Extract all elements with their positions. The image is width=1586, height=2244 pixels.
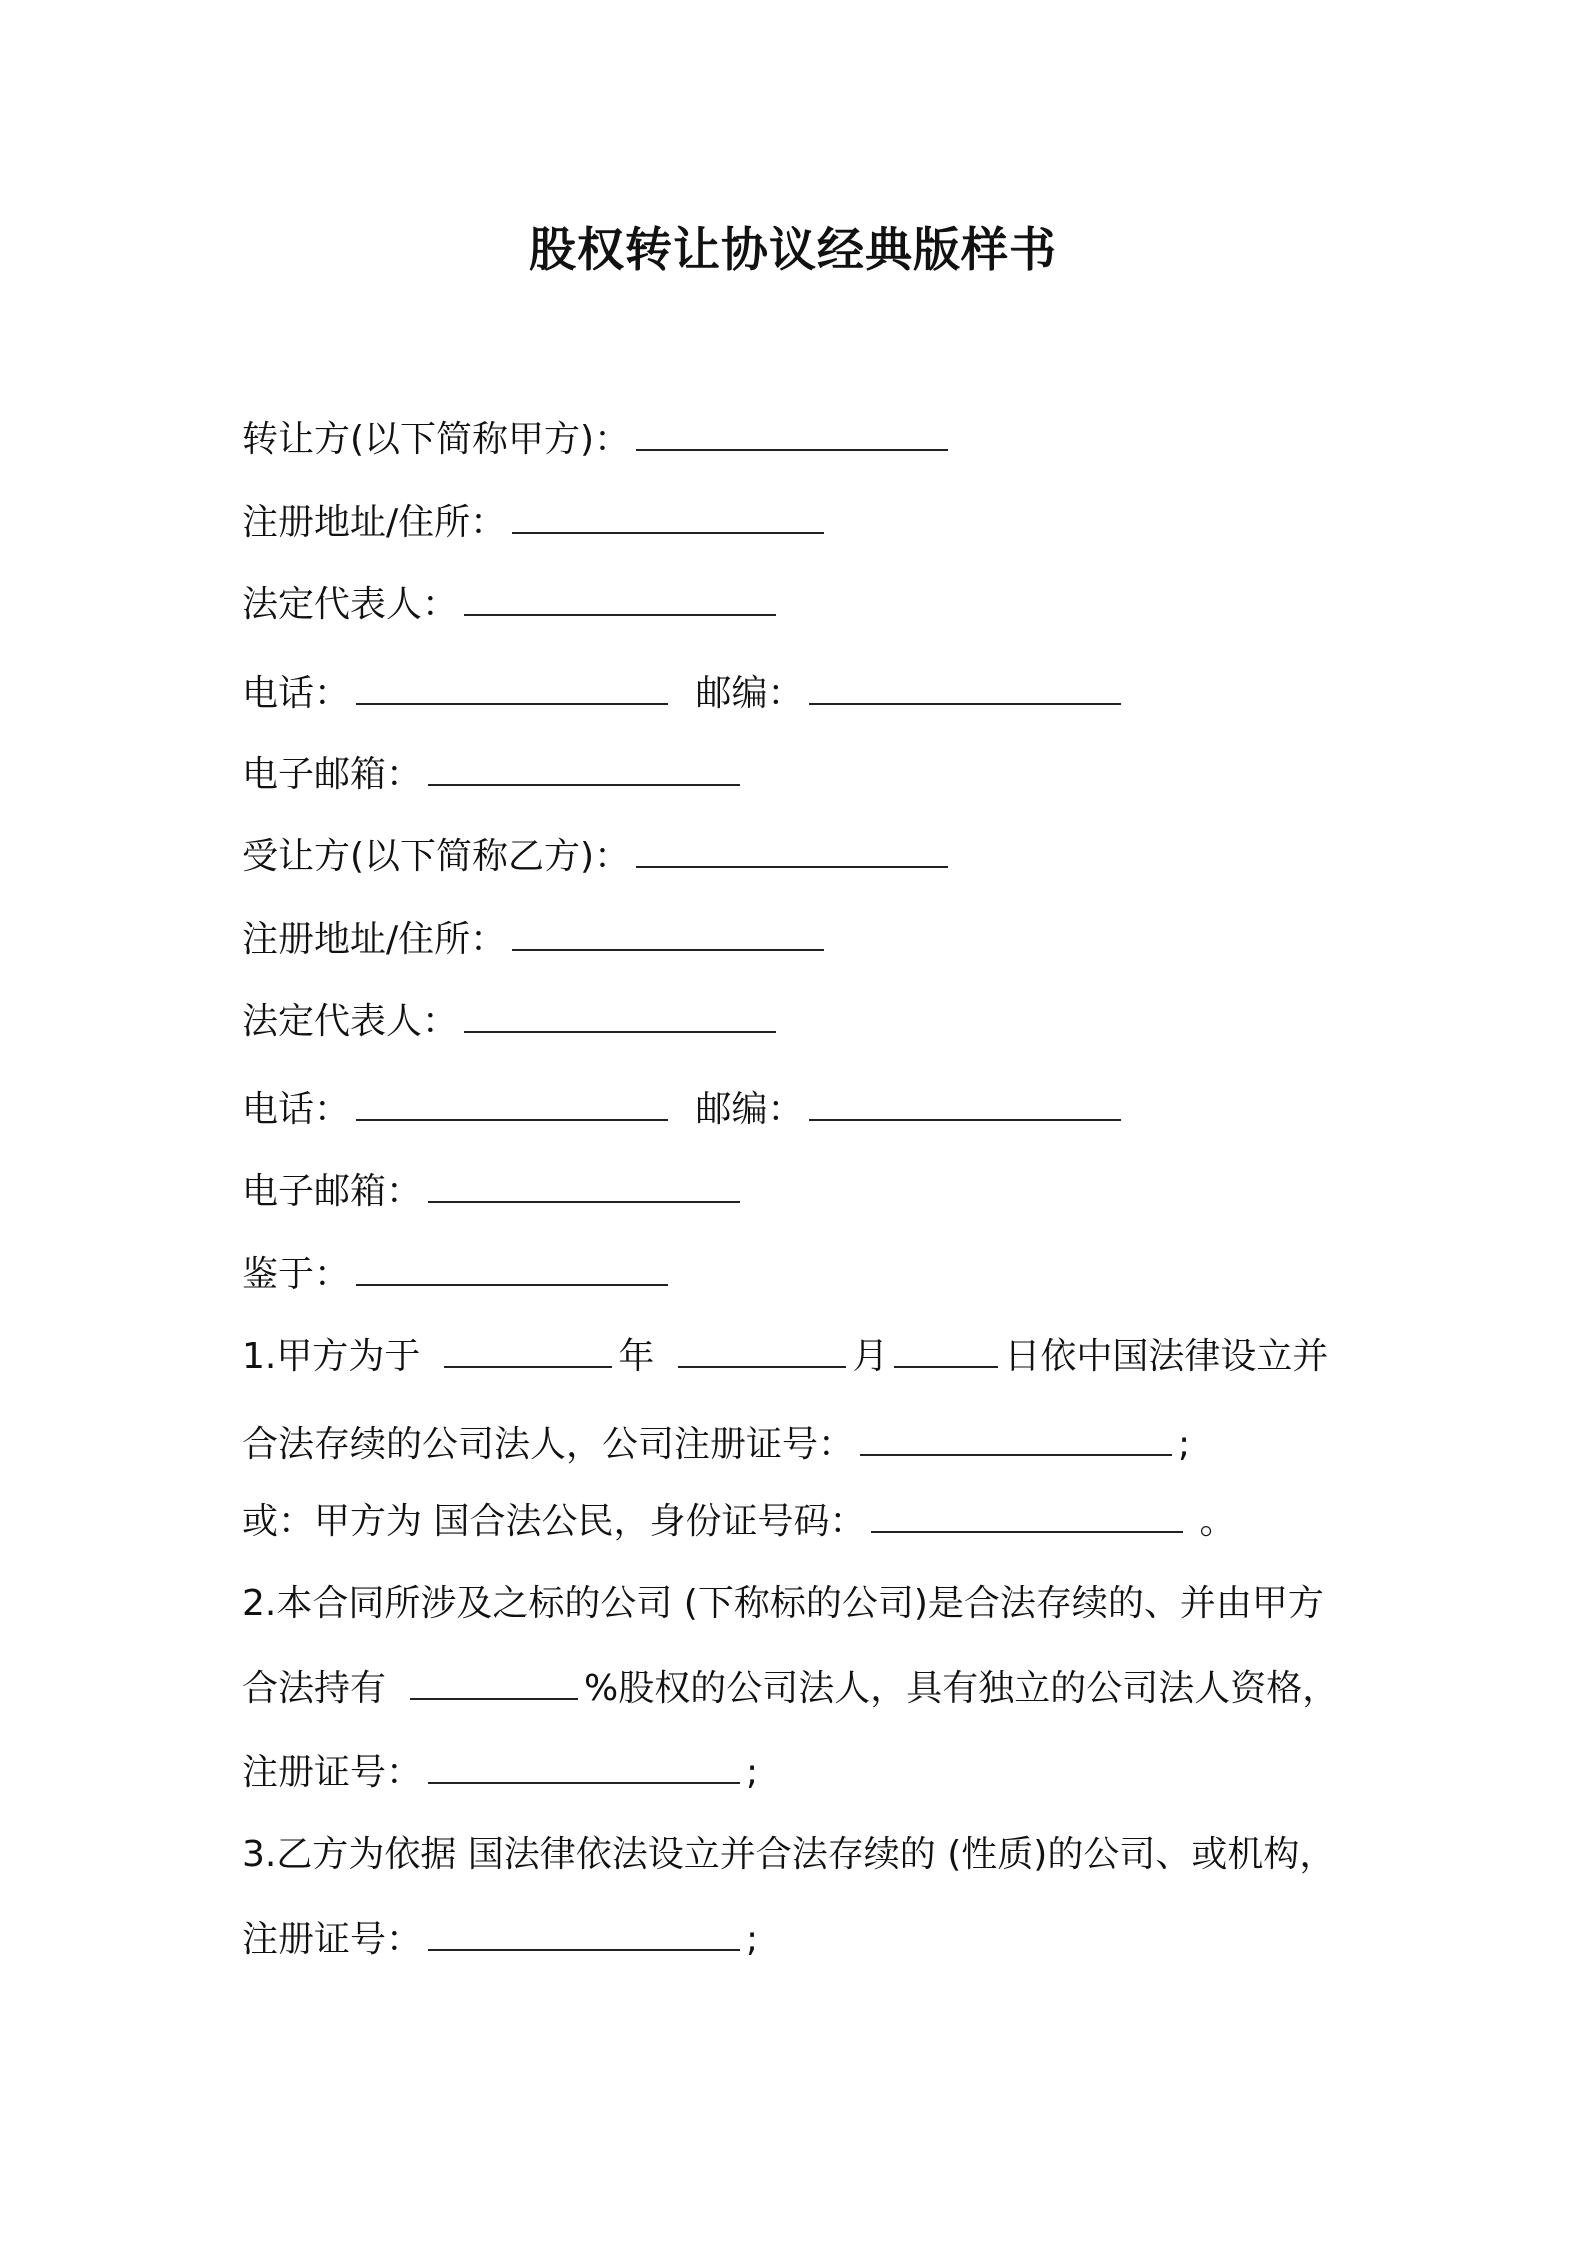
transferee-postcode-label: 邮编： [695,1089,804,1130]
transferor-line [242,415,954,464]
transferee-name-blank [636,832,948,868]
clause3-line2-end: ; [746,1919,759,1960]
transferor-address-blank [512,498,824,534]
clause2-percent-blank [410,1664,578,1700]
transferor-phone-label: 电话： [242,673,351,714]
transferor-representative-blank [464,580,776,616]
clause1-month-label: 月 [852,1336,889,1377]
clause1-month-blank [678,1332,846,1368]
clause1-registration-blank [860,1420,1172,1456]
transferee-email-line [242,1167,746,1216]
whereas-line [242,1250,674,1299]
clause3-line2-text: 注册证号： [242,1919,423,1960]
transferor-phone-line [242,669,1127,718]
transferee-phone-blank [356,1085,668,1121]
clause1-line3 [242,1497,1235,1546]
clause2-line2-a: 合法持有 [242,1668,387,1709]
clause1-id-blank [871,1497,1183,1533]
transferee-address-blank [512,915,824,951]
clause2-line1 [242,1580,1324,1628]
clause2-line2-b: %股权的公司法人，具有独立的公司法人资格， [584,1668,1339,1709]
transferee-address-label: 注册地址/住所： [242,919,507,960]
clause2-registration-blank [428,1748,740,1784]
transferor-address-label: 注册地址/住所： [242,502,507,543]
clause1-line2-text: 合法存续的公司法人，公司注册证号： [242,1424,855,1465]
clause1-part-a: 1.甲方为于 [242,1336,421,1377]
clause2-line3 [242,1748,758,1797]
transferee-phone-label: 电话： [242,1089,351,1130]
transferee-postcode-blank [809,1085,1121,1121]
transferor-email-blank [428,750,740,786]
transferor-representative-line [242,580,782,629]
clause3-line1-text: 3.乙方为依据 国法律依法设立并合法存续的 (性质)的公司、或机构， [242,1834,1336,1875]
whereas-blank [356,1250,668,1286]
clause2-line1-text: 2.本合同所涉及之标的公司 (下称标的公司)是合法存续的、并由甲方 [242,1583,1324,1624]
transferee-representative-blank [464,997,776,1033]
transferee-phone-line [242,1085,1127,1134]
transferee-representative-label: 法定代表人： [242,1001,459,1042]
clause1-line3-end: 。 [1199,1501,1236,1542]
clause1-day-rest: 日依中国法律设立并 [1004,1336,1329,1377]
clause1-line2 [242,1420,1190,1469]
clause1-line1 [242,1332,1328,1381]
transferee-label: 受让方(以下简称乙方)： [242,836,631,877]
transferor-name-blank [636,415,948,451]
clause2-line3-end: ; [746,1752,759,1793]
whereas-label: 鉴于： [242,1254,351,1295]
clause2-line3-text: 注册证号： [242,1752,423,1793]
clause2-line2 [242,1664,1338,1713]
transferor-postcode-label: 邮编： [695,673,804,714]
transferor-address-line [242,498,830,547]
transferee-representative-line [242,997,782,1046]
transferee-email-blank [428,1167,740,1203]
transferor-label: 转让方(以下简称甲方)： [242,419,631,460]
clause1-year-label: 年 [618,1336,655,1377]
transferor-representative-label: 法定代表人： [242,584,459,625]
clause3-line2 [242,1915,758,1964]
document-title: 股权转让协议经典版样书 [529,223,1057,278]
transferor-email-label: 电子邮箱： [242,754,423,795]
transferor-email-line [242,750,746,799]
transferee-email-label: 电子邮箱： [242,1171,423,1212]
clause3-registration-blank [428,1915,740,1951]
transferor-postcode-blank [809,669,1121,705]
clause1-line3-text: 或：甲方为 国合法公民，身份证号码： [242,1501,866,1542]
transferor-phone-blank [356,669,668,705]
clause1-line2-end: ; [1178,1424,1191,1465]
clause1-day-blank [894,1332,998,1368]
transferee-line [242,832,954,881]
clause3-line1 [242,1831,1335,1879]
transferee-address-line [242,915,830,964]
clause1-year-blank [444,1332,612,1368]
